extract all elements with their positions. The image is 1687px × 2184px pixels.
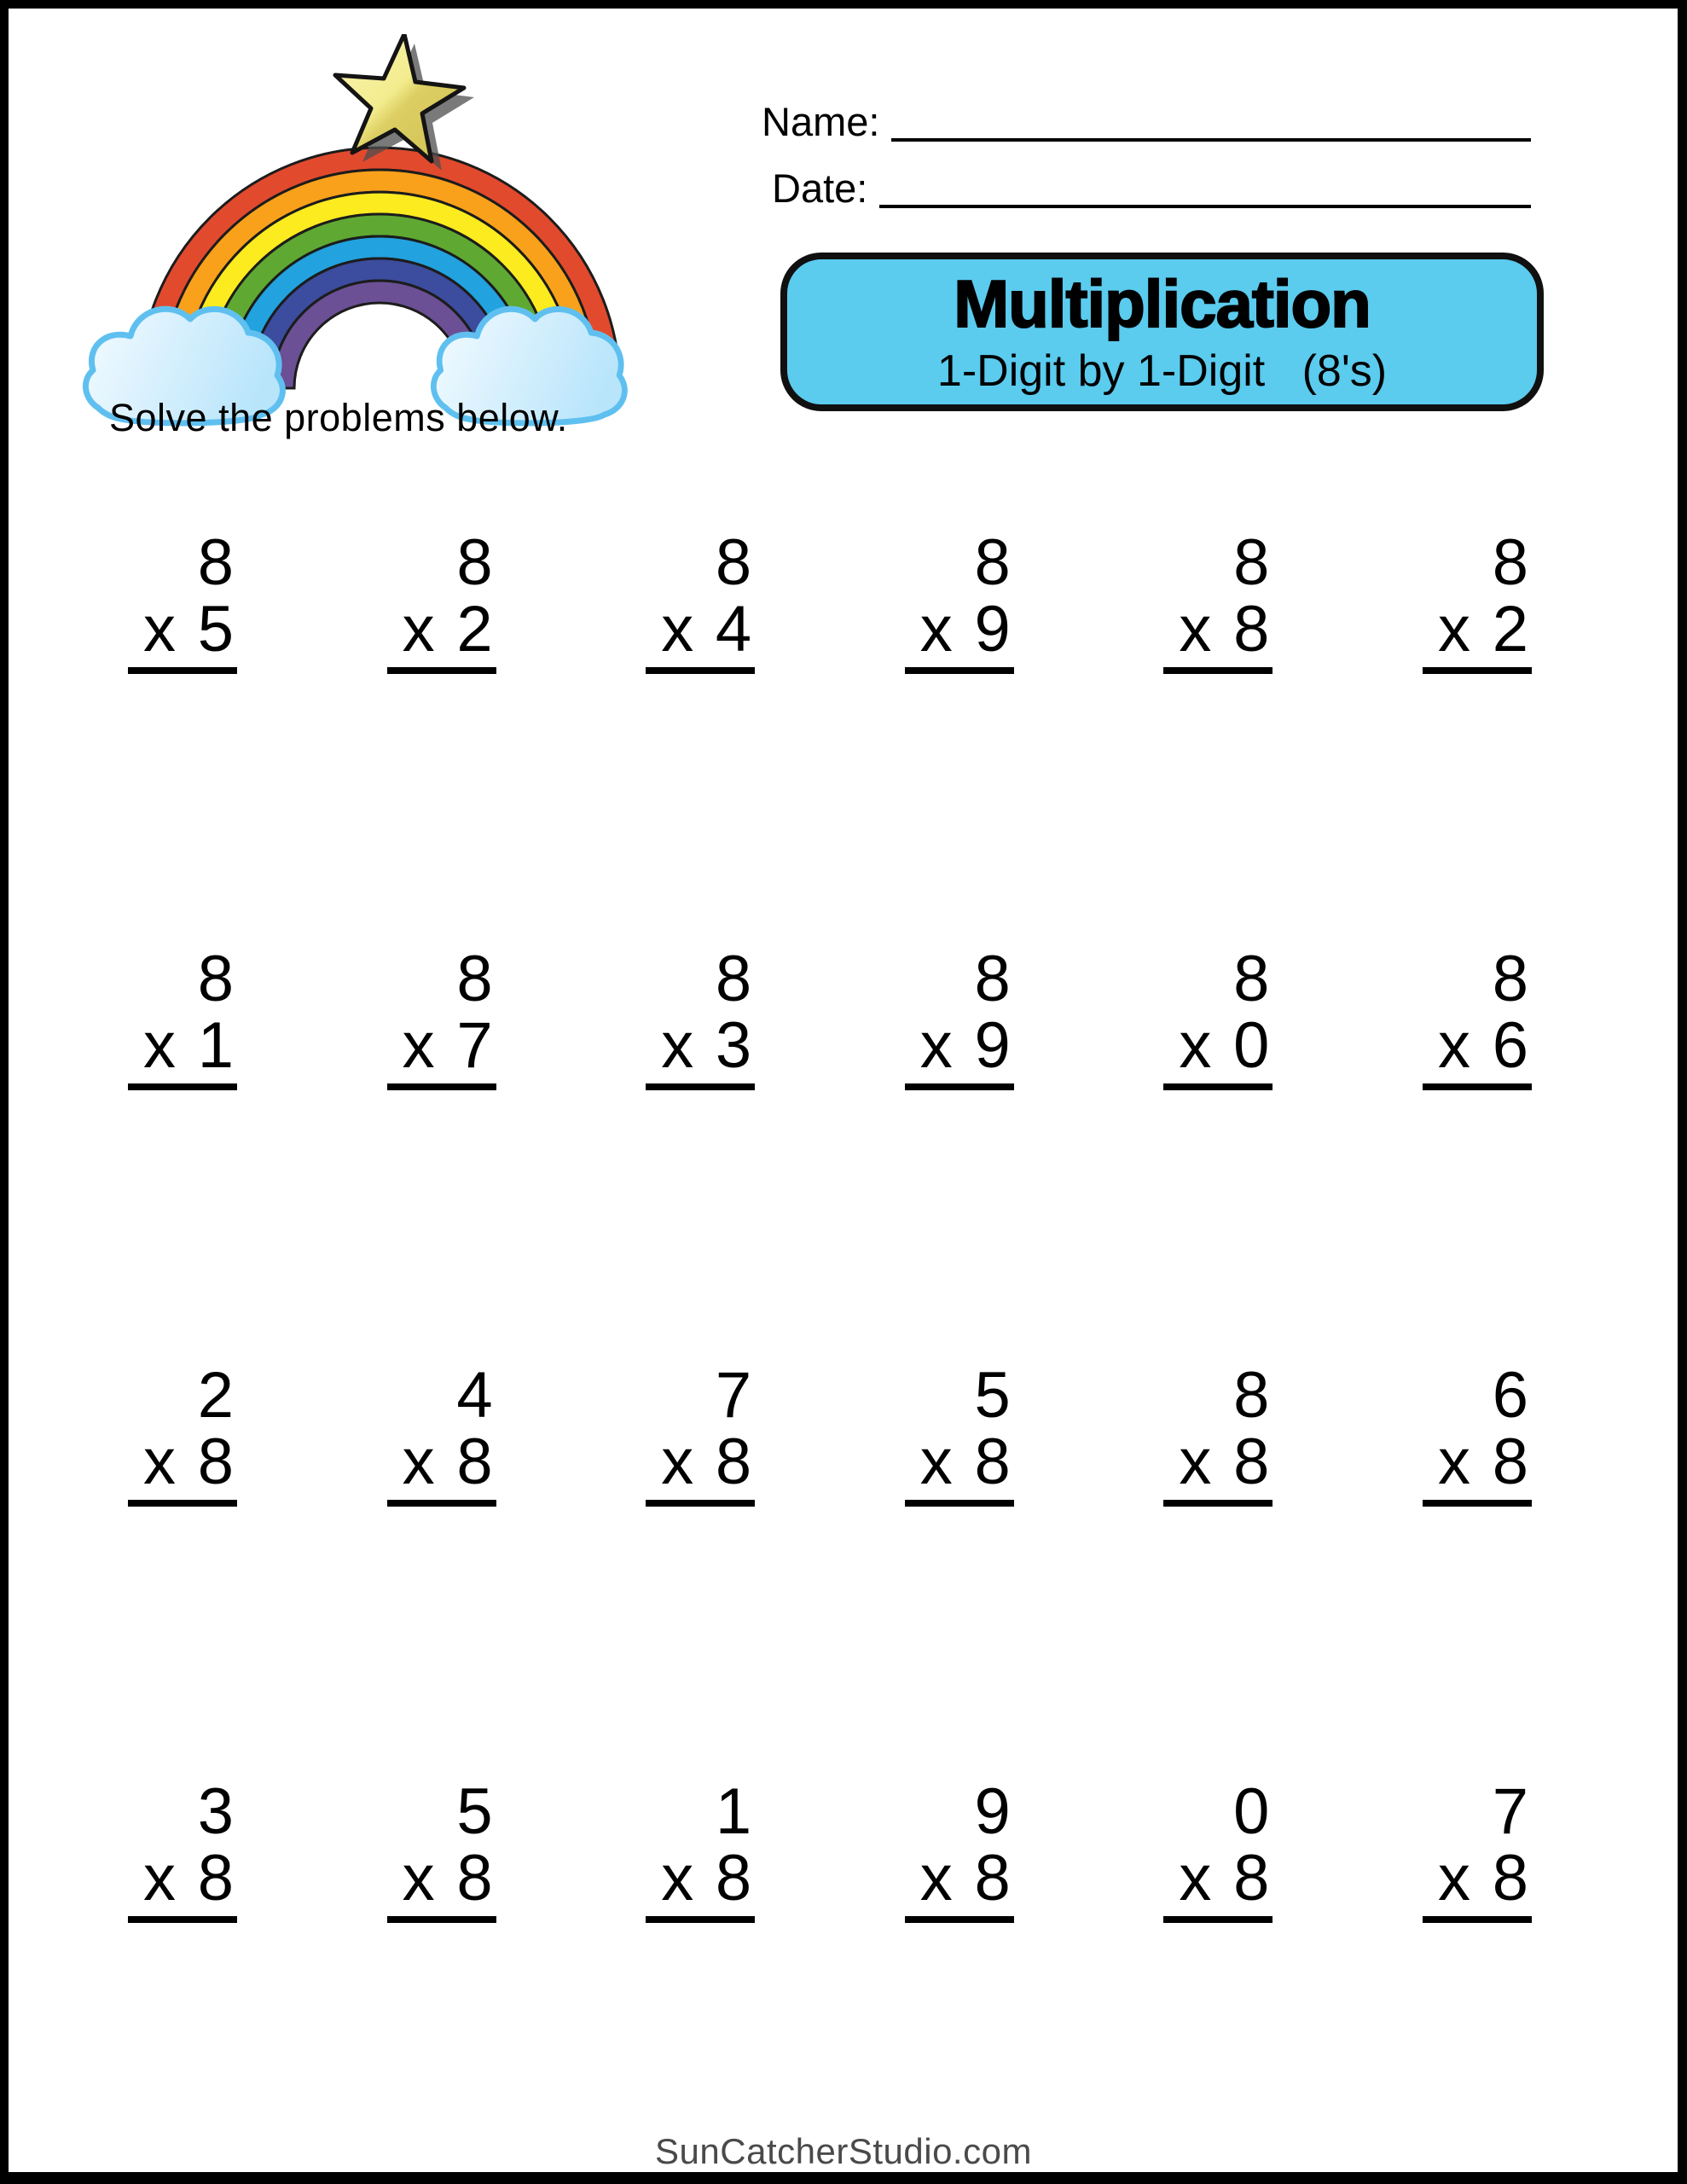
worksheet-subtitle: 1-Digit by 1-Digit (8's) bbox=[936, 346, 1388, 396]
problem bbox=[128, 1775, 237, 1923]
problem bbox=[1163, 943, 1272, 1090]
multiplier: 1 bbox=[197, 1009, 234, 1082]
multiply-operator: x bbox=[402, 1009, 435, 1082]
problem bbox=[128, 943, 237, 1090]
multiplier-row bbox=[128, 1009, 237, 1090]
multiplier-row bbox=[1423, 593, 1532, 674]
multiplier: 5 bbox=[197, 593, 234, 665]
problem bbox=[1163, 1359, 1272, 1507]
instruction-text: Solve the problems below. bbox=[109, 396, 568, 439]
name-field bbox=[762, 101, 1531, 142]
multiplier-row bbox=[1423, 1842, 1532, 1923]
multiplier: 8 bbox=[715, 1842, 752, 1914]
multiply-operator: x bbox=[1179, 1009, 1212, 1082]
multiply-operator: x bbox=[143, 593, 176, 665]
problem bbox=[646, 943, 755, 1090]
multiplicand: 2 bbox=[197, 1359, 234, 1432]
multiply-operator: x bbox=[1437, 1842, 1470, 1914]
problems-row bbox=[128, 526, 1532, 674]
multiplier-row bbox=[128, 1842, 237, 1923]
multiply-operator: x bbox=[919, 593, 953, 665]
multiplicand: 8 bbox=[1233, 1359, 1270, 1432]
multiply-operator: x bbox=[1437, 593, 1470, 665]
multiplicand: 0 bbox=[1233, 1775, 1270, 1848]
multiplier: 8 bbox=[456, 1426, 493, 1498]
multiplicand: 8 bbox=[456, 943, 493, 1015]
multiplicand: 8 bbox=[197, 943, 234, 1015]
multiplier: 8 bbox=[197, 1426, 234, 1498]
multiply-operator: x bbox=[1437, 1426, 1470, 1498]
multiplier: 7 bbox=[456, 1009, 493, 1082]
problem bbox=[387, 943, 496, 1090]
multiplier-row bbox=[905, 593, 1014, 674]
multiplicand: 1 bbox=[715, 1775, 752, 1848]
multiply-operator: x bbox=[402, 1426, 435, 1498]
multiplier: 9 bbox=[974, 1009, 1011, 1082]
worksheet-title: Multiplication bbox=[954, 266, 1371, 341]
multiplier-row bbox=[646, 1426, 755, 1507]
star-icon bbox=[335, 34, 464, 161]
multiply-operator: x bbox=[919, 1009, 953, 1082]
multiplicand: 8 bbox=[456, 526, 493, 599]
problem bbox=[1163, 1775, 1272, 1923]
multiplicand: 4 bbox=[456, 1359, 493, 1432]
title-box bbox=[780, 253, 1544, 411]
multiplicand: 8 bbox=[1233, 943, 1270, 1015]
multiplier-row bbox=[1163, 1842, 1272, 1923]
multiply-operator: x bbox=[143, 1426, 176, 1498]
multiplicand: 8 bbox=[1233, 526, 1270, 599]
multiplicand: 8 bbox=[1492, 943, 1528, 1015]
problem bbox=[1423, 943, 1532, 1090]
multiplicand: 8 bbox=[974, 526, 1011, 599]
multiplier-row bbox=[1423, 1426, 1532, 1507]
multiply-operator: x bbox=[661, 593, 694, 665]
problem bbox=[1423, 1775, 1532, 1923]
problem bbox=[1163, 526, 1272, 674]
multiplier-row bbox=[387, 1009, 496, 1090]
multiplier-row bbox=[646, 1842, 755, 1923]
multiplier: 8 bbox=[1233, 1426, 1270, 1498]
multiplier-row bbox=[646, 593, 755, 674]
multiply-operator: x bbox=[402, 593, 435, 665]
multiplier: 3 bbox=[715, 1009, 752, 1082]
multiplicand: 6 bbox=[1492, 1359, 1528, 1432]
multiplicand: 7 bbox=[1492, 1775, 1528, 1848]
multiply-operator: x bbox=[1179, 593, 1212, 665]
problem bbox=[387, 526, 496, 674]
multiply-operator: x bbox=[661, 1426, 694, 1498]
multiplier: 2 bbox=[1492, 593, 1528, 665]
problem bbox=[646, 1775, 755, 1923]
multiplier: 8 bbox=[1233, 593, 1270, 665]
multiplier: 4 bbox=[715, 593, 752, 665]
rainbow-star-clouds-icon bbox=[81, 34, 644, 439]
multiplicand: 5 bbox=[974, 1359, 1011, 1432]
multiply-operator: x bbox=[143, 1009, 176, 1082]
problem bbox=[387, 1359, 496, 1507]
multiplicand: 3 bbox=[197, 1775, 234, 1848]
problem bbox=[905, 943, 1014, 1090]
multiplier: 6 bbox=[1492, 1009, 1528, 1082]
multiplier: 8 bbox=[974, 1842, 1011, 1914]
multiplier: 9 bbox=[974, 593, 1011, 665]
multiply-operator: x bbox=[919, 1842, 953, 1914]
multiplier: 0 bbox=[1233, 1009, 1270, 1082]
multiplier-row bbox=[387, 593, 496, 674]
multiplier-row bbox=[128, 1426, 237, 1507]
multiply-operator: x bbox=[919, 1426, 953, 1498]
date-blank-line bbox=[879, 167, 1531, 208]
multiplier-row bbox=[646, 1009, 755, 1090]
multiplicand: 8 bbox=[974, 943, 1011, 1015]
multiplier: 8 bbox=[715, 1426, 752, 1498]
multiplier-row bbox=[128, 593, 237, 674]
problem bbox=[905, 1775, 1014, 1923]
multiplier: 8 bbox=[974, 1426, 1011, 1498]
multiplier: 8 bbox=[1492, 1842, 1528, 1914]
name-blank-line bbox=[891, 101, 1531, 142]
multiplicand: 7 bbox=[715, 1359, 752, 1432]
date-label: Date: bbox=[772, 166, 868, 211]
problems-row bbox=[128, 943, 1532, 1090]
multiplicand: 5 bbox=[456, 1775, 493, 1848]
multiplier-row bbox=[387, 1842, 496, 1923]
multiplier: 8 bbox=[456, 1842, 493, 1914]
multiplier-row bbox=[387, 1426, 496, 1507]
date-field bbox=[772, 166, 1531, 211]
name-label: Name: bbox=[762, 99, 880, 144]
problems-row bbox=[128, 1359, 1532, 1507]
multiplier: 8 bbox=[197, 1842, 234, 1914]
problem bbox=[646, 526, 755, 674]
multiplicand: 9 bbox=[974, 1775, 1011, 1848]
multiplier-row bbox=[1163, 1426, 1272, 1507]
multiply-operator: x bbox=[661, 1009, 694, 1082]
multiplier-row bbox=[905, 1842, 1014, 1923]
multiply-operator: x bbox=[1179, 1842, 1212, 1914]
problem bbox=[1423, 1359, 1532, 1507]
footer-site-text: SunCatcherStudio.com bbox=[655, 2131, 1032, 2171]
multiply-operator: x bbox=[402, 1842, 435, 1914]
problem bbox=[1423, 526, 1532, 674]
multiply-operator: x bbox=[1179, 1426, 1212, 1498]
multiplier-row bbox=[1423, 1009, 1532, 1090]
problem bbox=[905, 526, 1014, 674]
multiply-operator: x bbox=[1437, 1009, 1470, 1082]
multiplicand: 8 bbox=[1492, 526, 1528, 599]
problem bbox=[646, 1359, 755, 1507]
multiplier-row bbox=[1163, 593, 1272, 674]
multiplier-row bbox=[905, 1426, 1014, 1507]
multiplier: 8 bbox=[1233, 1842, 1270, 1914]
multiplicand: 8 bbox=[715, 526, 752, 599]
multiplier-row bbox=[905, 1009, 1014, 1090]
multiplier-row bbox=[1163, 1009, 1272, 1090]
multiply-operator: x bbox=[143, 1842, 176, 1914]
problem bbox=[905, 1359, 1014, 1507]
multiplicand: 8 bbox=[715, 943, 752, 1015]
multiply-operator: x bbox=[661, 1842, 694, 1914]
multiplier: 2 bbox=[456, 593, 493, 665]
multiplicand: 8 bbox=[197, 526, 234, 599]
problems-row bbox=[128, 1775, 1532, 1923]
rainbow-svg bbox=[81, 34, 644, 439]
problem bbox=[128, 526, 237, 674]
problem bbox=[128, 1359, 237, 1507]
problem bbox=[387, 1775, 496, 1923]
multiplier: 8 bbox=[1492, 1426, 1528, 1498]
